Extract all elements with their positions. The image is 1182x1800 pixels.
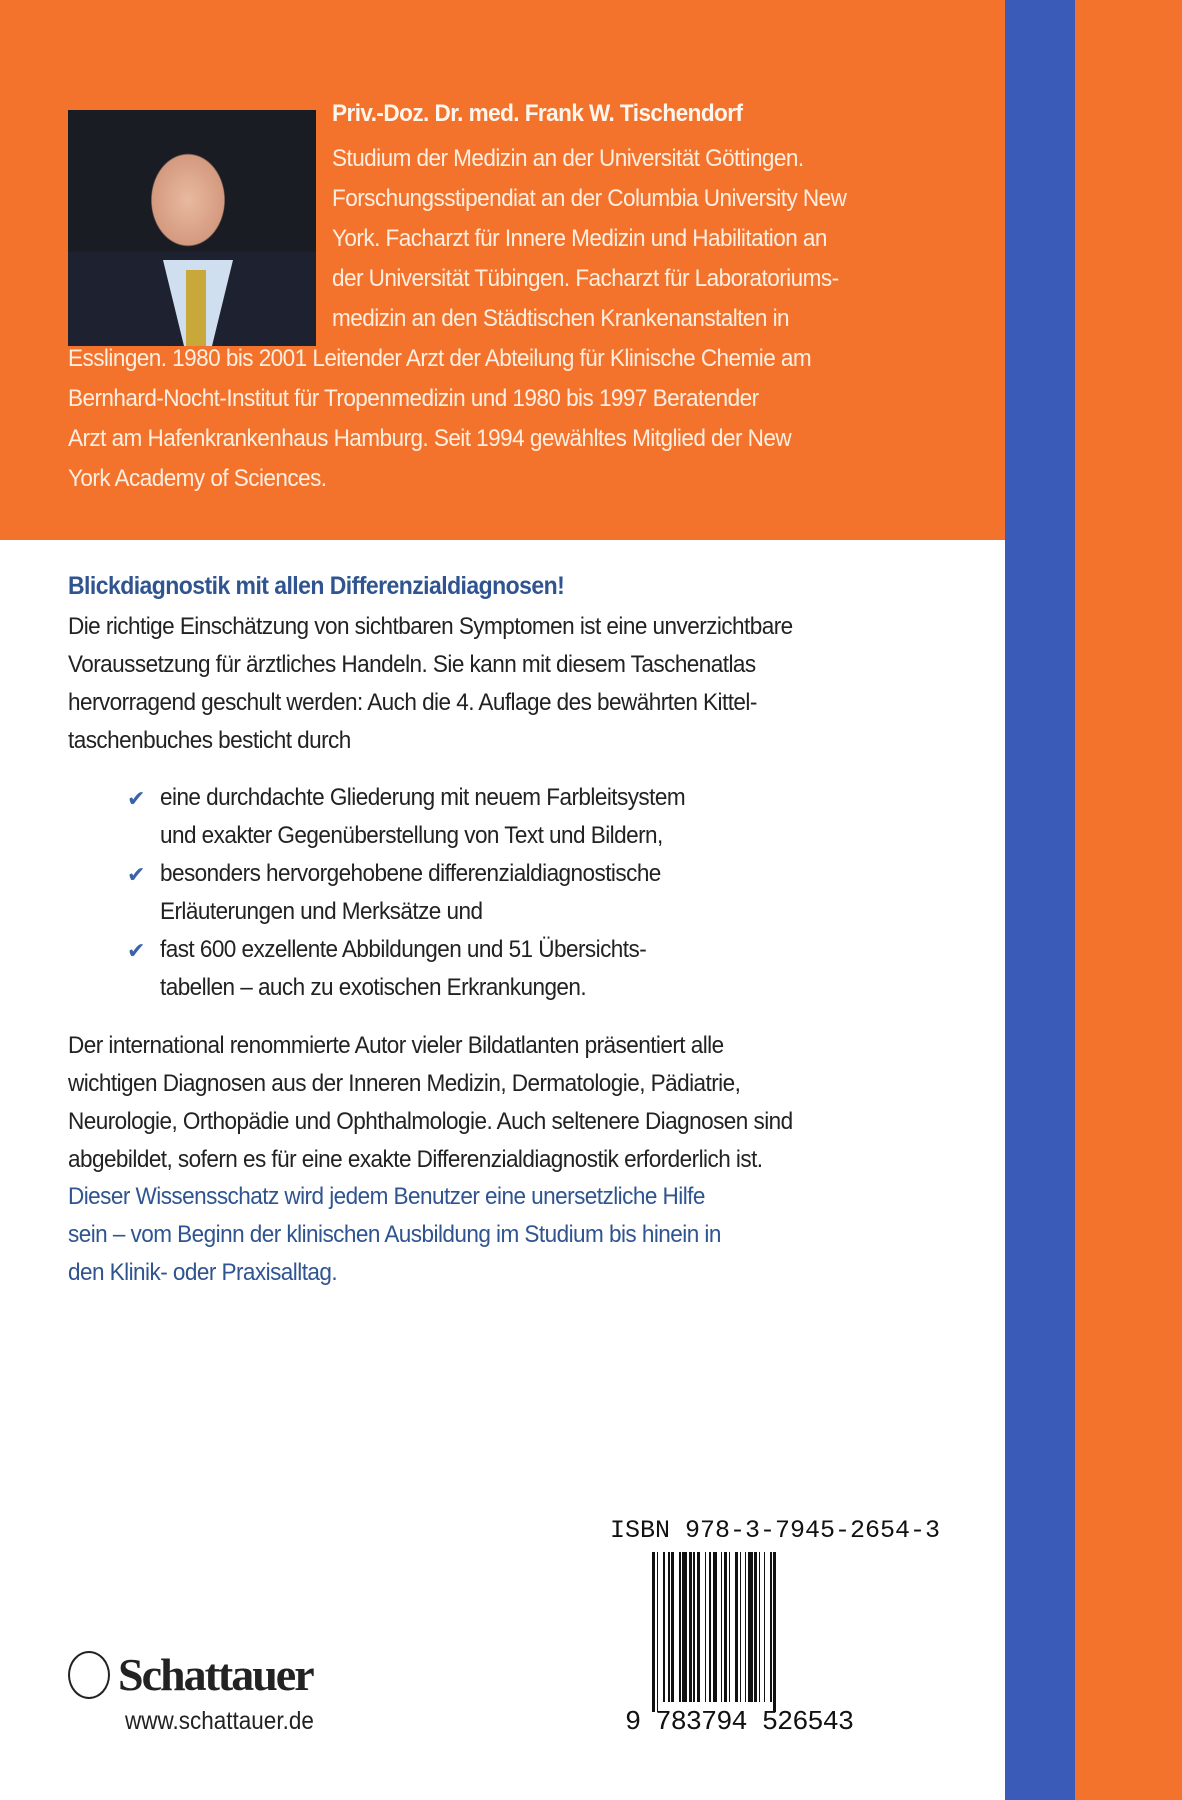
intro-line: taschenbuches besticht durch (68, 727, 351, 754)
bullet-line: Erläuterungen und Merksätze und (160, 898, 483, 925)
spine-blue-stripe (1005, 0, 1075, 1800)
barcode (652, 1552, 872, 1712)
barcode-bar (776, 1552, 778, 1712)
bio-line: Arzt am Hafenkrankenhaus Hamburg. Seit 1994 gewähltes Mitglied der New (68, 425, 792, 452)
closing-line: sein – vom Beginn der klinischen Ausbildung im Studium bis hinein in (68, 1221, 721, 1248)
bio-line: York Academy of Sciences. (68, 465, 327, 492)
intro-line: Die richtige Einschätzung von sichtbaren Symptomen ist eine unverzichtbare (68, 613, 793, 640)
publisher-name: Schattauer (118, 1649, 313, 1700)
bullet-line: und exakter Gegenüberstellung von Text und Bildern, (160, 822, 663, 849)
intro-line: hervorragend geschult werden: Auch die 4. Auflage des bewährten Kittel- (68, 689, 757, 716)
checkmark-icon: ✔ (127, 938, 146, 963)
bio-line: Studium der Medizin an der Universität Göttingen. (332, 145, 804, 172)
publisher-emblem-icon (68, 1651, 110, 1699)
bio-line: Esslingen. 1980 bis 2001 Leitender Arzt der Abteilung für Klinische Chemie am (68, 345, 812, 372)
bio-line: der Universität Tübingen. Facharzt für Laboratoriums- (332, 265, 839, 292)
bullet-line: besonders hervorgehobene differenzialdiagnostische (160, 860, 661, 887)
bio-line: York. Facharzt für Innere Medizin und Habilitation an (332, 225, 827, 252)
blurb-heading: Blickdiagnostik mit allen Differenzialdiagnosen! (68, 572, 565, 600)
isbn-label: ISBN 978-3-7945-2654-3 (610, 1516, 941, 1545)
spine-orange-stripe (1075, 0, 1182, 1800)
bullet-line: eine durchdachte Gliederung mit neuem Farbleitsystem (160, 784, 686, 811)
body-line: abgebildet, sofern es für eine exakte Differenzialdiagnostik erforderlich ist. (68, 1146, 763, 1173)
bullet-line: tabellen – auch zu exotischen Erkrankungen. (160, 974, 587, 1001)
bio-line: medizin an den Städtischen Krankenanstalten in (332, 305, 790, 332)
closing-line: Dieser Wissensschatz wird jedem Benutzer eine unersetzliche Hilfe (68, 1183, 705, 1210)
publisher-logo (68, 1648, 313, 1701)
body-line: wichtigen Diagnosen aus der Inneren Medizin, Dermatologie, Pädiatrie, (68, 1070, 741, 1097)
publisher-url[interactable]: www.schattauer.de (125, 1707, 314, 1735)
author-photo (68, 110, 316, 346)
intro-line: Voraussetzung für ärztliches Handeln. Sie kann mit diesem Taschenatlas (68, 651, 756, 678)
body-line: Der international renommierte Autor vieler Bildatlanten präsentiert alle (68, 1032, 724, 1059)
bullet-line: fast 600 exzellente Abbildungen und 51 Übersichts- (160, 936, 647, 963)
barcode-number: 9 783794 526543 (625, 1708, 854, 1738)
bio-line: Bernhard-Nocht-Institut für Tropenmedizin und 1980 bis 1997 Beratender (68, 385, 759, 412)
author-name: Priv.-Doz. Dr. med. Frank W. Tischendorf (332, 100, 743, 127)
checkmark-icon: ✔ (127, 862, 146, 887)
body-line: Neurologie, Orthopädie und Ophthalmologie. Auch seltenere Diagnosen sind (68, 1108, 793, 1135)
checkmark-icon: ✔ (127, 786, 146, 811)
bio-line: Forschungsstipendiat an der Columbia University New (332, 185, 847, 212)
closing-line: den Klinik- oder Praxisalltag. (68, 1259, 338, 1286)
